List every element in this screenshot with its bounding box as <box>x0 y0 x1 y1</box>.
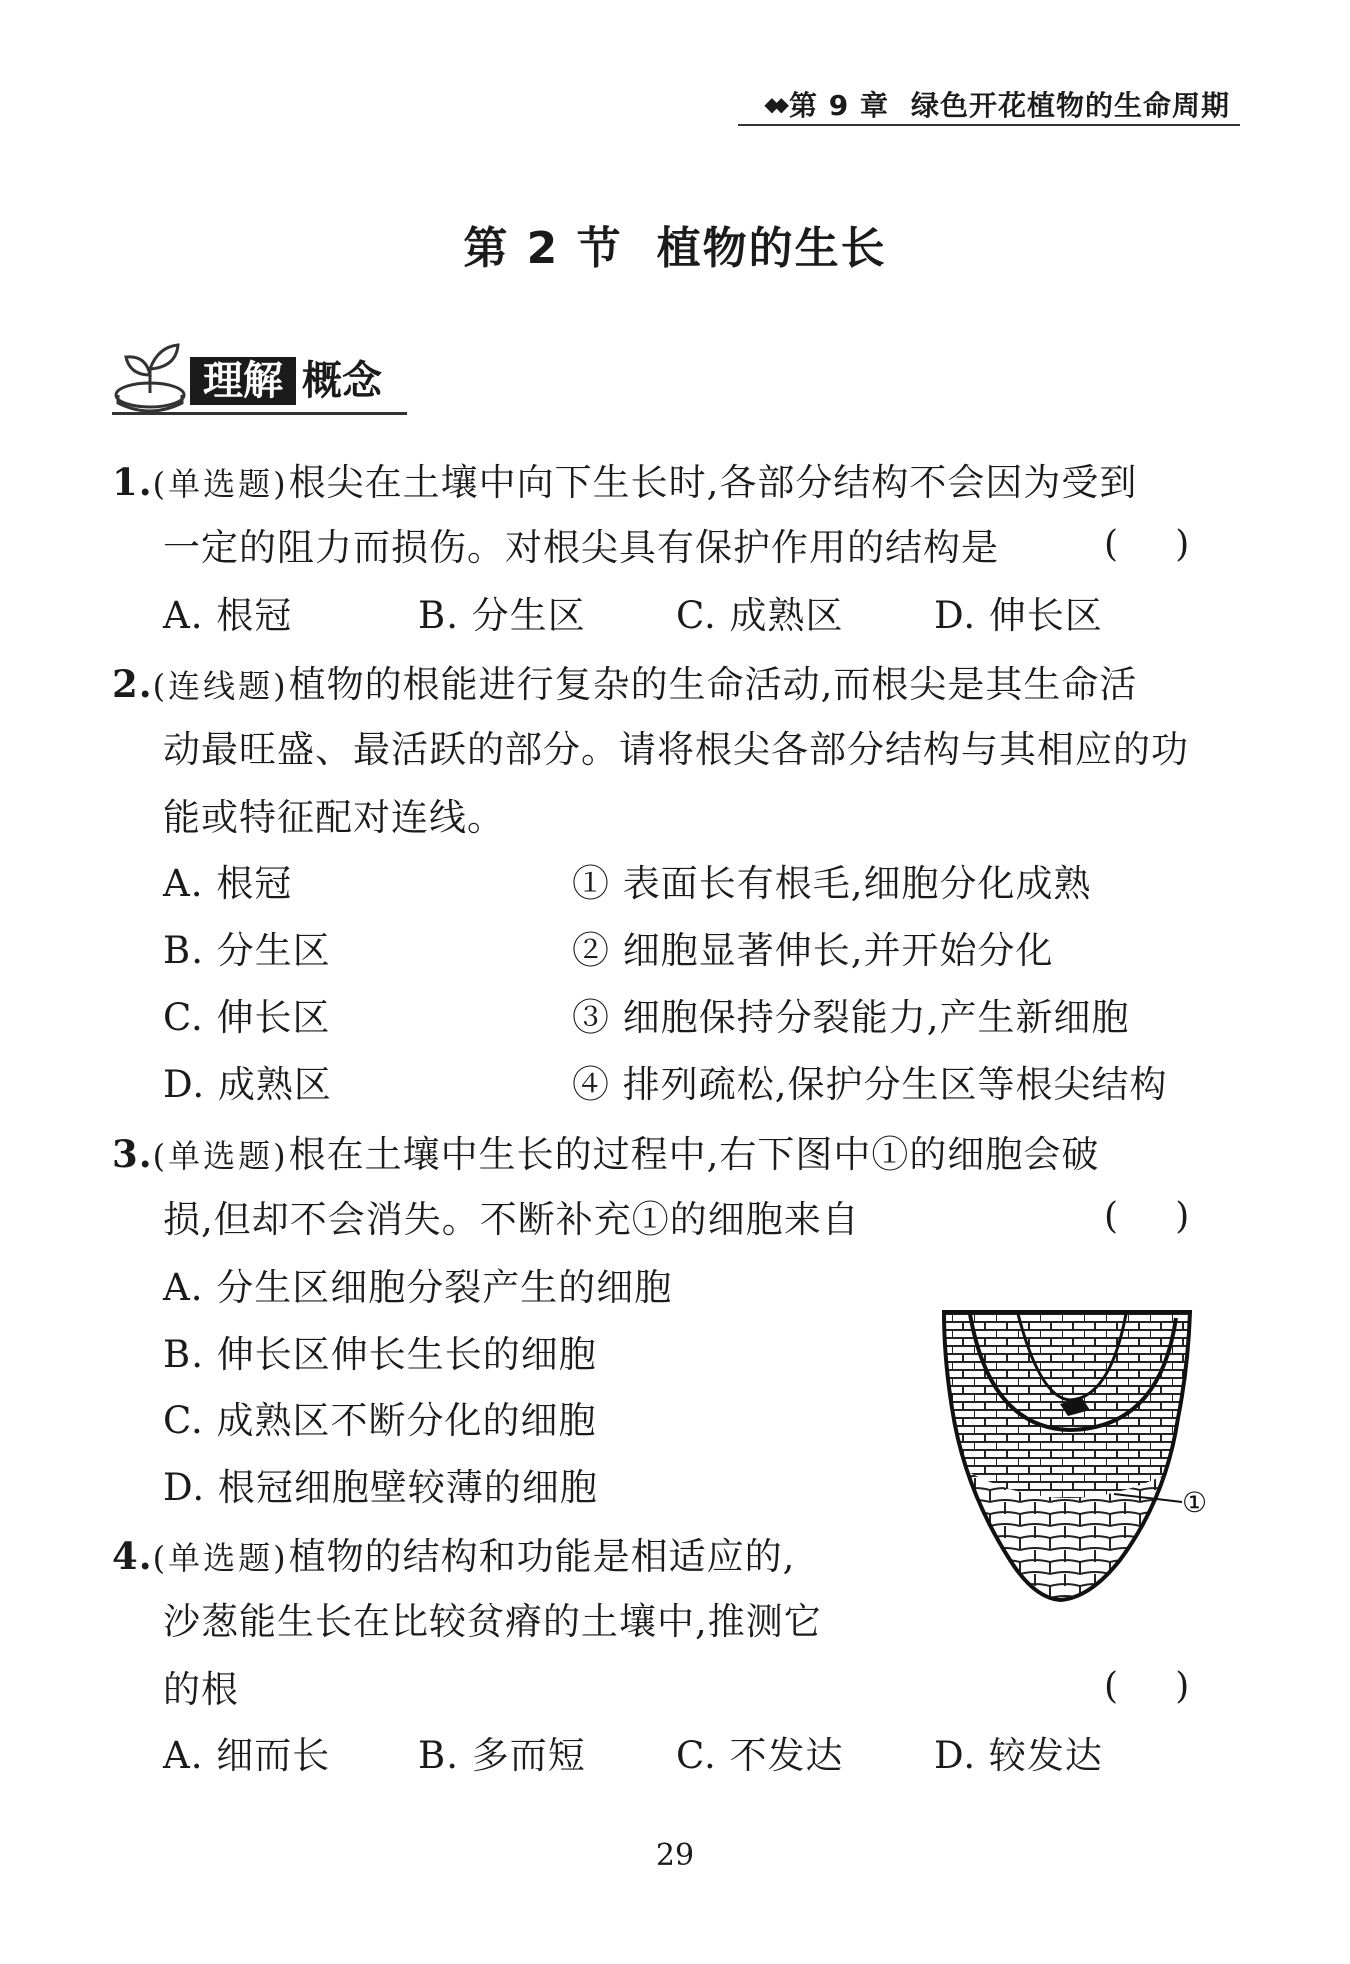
q3-text-line1: 根在土壤中生长的过程中,右下图中①的细胞会破 <box>288 1133 1100 1176</box>
q3-number: 3. <box>112 1132 153 1176</box>
q2-line1 <box>112 660 1137 710</box>
q1-number: 1. <box>112 460 153 504</box>
chapter-number: 第 9 章 <box>789 89 889 122</box>
q1-text-line1: 根尖在土壤中向下生长时,各部分结构不会因为受到 <box>288 461 1138 504</box>
q1-option-a: A. 根冠 <box>163 594 293 637</box>
banner-rest: 概念 <box>302 358 382 404</box>
q1-type: (单选题) <box>152 465 289 503</box>
q2-left-c: C. 伸长区 <box>163 996 331 1039</box>
section-number: 第 2 节 <box>463 223 623 274</box>
q2-text-line1: 植物的根能进行复杂的生命活动,而根尖是其生命活 <box>288 663 1138 706</box>
q1-option-c: C. 成熟区 <box>676 594 844 637</box>
concept-banner <box>112 335 412 420</box>
q4-option-b: B. 多而短 <box>418 1734 586 1777</box>
q4-type: (单选题) <box>152 1539 289 1577</box>
section-title <box>0 212 1350 276</box>
q3-text-line2: 损,但却不会消失。不断补充①的细胞来自 <box>163 1198 860 1241</box>
q3-option-b: B. 伸长区伸长生长的细胞 <box>163 1333 597 1376</box>
q4-option-d: D. 较发达 <box>934 1734 1103 1777</box>
q1-answer-blank: ( ) <box>1104 524 1190 565</box>
header-divider <box>738 124 1240 126</box>
q1-option-b: B. 分生区 <box>418 594 586 637</box>
q2-type: (连线题) <box>152 667 289 705</box>
q2-left-b: B. 分生区 <box>163 929 331 972</box>
q4-text-line3: 的根 <box>163 1668 239 1711</box>
q2-right-1: ① 表面长有根毛,细胞分化成熟 <box>572 862 1092 905</box>
sprout-book-icon <box>112 335 192 417</box>
q4-option-a: A. 细而长 <box>163 1734 331 1777</box>
banner-highlight: 理解 <box>190 357 296 405</box>
q4-text-line2: 沙葱能生长在比较贫瘠的土壤中,推测它 <box>163 1600 822 1643</box>
diamond-icon: ◆◆ <box>764 92 783 116</box>
q3-line1 <box>112 1130 1099 1180</box>
q4-line1 <box>112 1532 795 1582</box>
q4-option-c: C. 不发达 <box>676 1734 844 1777</box>
q2-right-4: ④ 排列疏松,保护分生区等根尖结构 <box>572 1063 1168 1106</box>
q2-text-line2: 动最旺盛、最活跃的部分。请将根尖各部分结构与其相应的功 <box>163 728 1189 771</box>
figure-label: ① <box>1182 1486 1208 1519</box>
banner-underline <box>112 412 407 415</box>
q2-number: 2. <box>112 662 153 706</box>
q4-answer-blank: ( ) <box>1104 1666 1190 1707</box>
q3-option-d: D. 根冠细胞壁较薄的细胞 <box>163 1466 598 1509</box>
q2-right-3: ③ 细胞保持分裂能力,产生新细胞 <box>572 996 1130 1039</box>
page-number: 29 <box>655 1838 695 1873</box>
q3-type: (单选题) <box>152 1137 289 1175</box>
root-tip-figure <box>930 1298 1230 1618</box>
q3-answer-blank: ( ) <box>1104 1196 1190 1237</box>
section-name: 植物的生长 <box>656 223 887 274</box>
q1-line1 <box>112 458 1137 508</box>
q1-option-d: D. 伸长区 <box>934 594 1103 637</box>
chapter-title: 绿色开花植物的生命周期 <box>910 89 1230 122</box>
chapter-header <box>764 84 1230 124</box>
q2-right-2: ② 细胞显著伸长,并开始分化 <box>572 929 1054 972</box>
q2-left-d: D. 成熟区 <box>163 1063 332 1106</box>
q4-text-line1: 植物的结构和功能是相适应的, <box>288 1535 796 1578</box>
q2-text-line3: 能或特征配对连线。 <box>163 796 505 839</box>
q3-option-a: A. 分生区细胞分裂产生的细胞 <box>163 1266 673 1309</box>
q1-text-line2: 一定的阻力而损伤。对根尖具有保护作用的结构是 <box>163 526 999 569</box>
q2-left-a: A. 根冠 <box>163 862 293 905</box>
q3-option-c: C. 成熟区不断分化的细胞 <box>163 1399 597 1442</box>
q4-number: 4. <box>112 1534 153 1578</box>
